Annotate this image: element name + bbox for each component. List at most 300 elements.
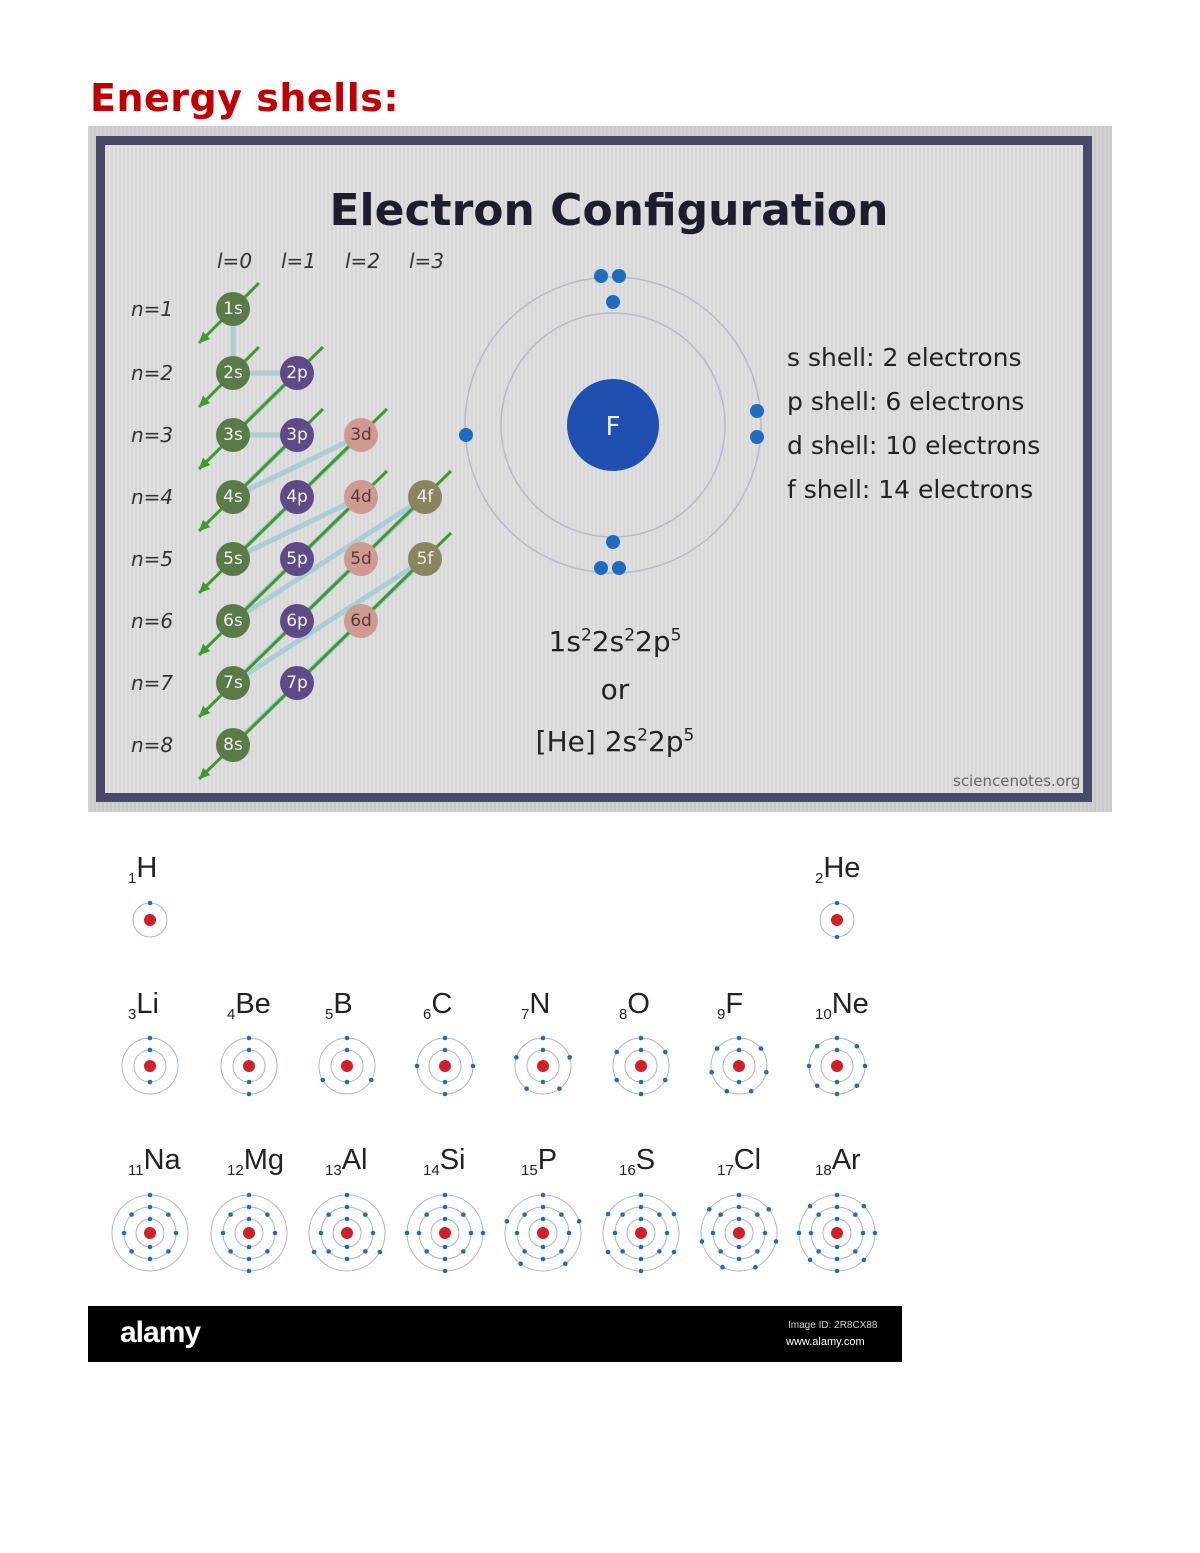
electron bbox=[518, 1261, 523, 1266]
electron bbox=[378, 1250, 383, 1255]
electron bbox=[522, 1212, 527, 1217]
atomic-number: 9 bbox=[717, 1006, 726, 1023]
electron bbox=[718, 1249, 723, 1254]
electron bbox=[835, 1217, 840, 1222]
atomic-number: 8 bbox=[619, 1006, 628, 1023]
atomic-number: 15 bbox=[521, 1162, 538, 1179]
l-label: l=0 bbox=[217, 249, 253, 273]
electron bbox=[737, 1048, 742, 1053]
electron bbox=[471, 1064, 476, 1069]
electron bbox=[816, 1249, 821, 1254]
image-id: Image ID: 2R8CX88 bbox=[788, 1320, 878, 1331]
bohr-model-Si bbox=[405, 1193, 486, 1274]
electron bbox=[815, 1083, 820, 1088]
electron bbox=[148, 1193, 153, 1198]
electron bbox=[129, 1212, 134, 1217]
electron bbox=[129, 1249, 134, 1254]
electron bbox=[853, 1249, 858, 1254]
electron bbox=[807, 1064, 812, 1069]
electron bbox=[541, 1080, 546, 1085]
orbital-5d: 5d bbox=[344, 542, 378, 576]
electron bbox=[443, 1048, 448, 1053]
element-symbol-Al bbox=[325, 1144, 367, 1179]
poster-title: Electron Configuration bbox=[329, 185, 889, 236]
nucleus bbox=[733, 1227, 745, 1239]
electron bbox=[515, 1231, 520, 1236]
orbital-6d: 6d bbox=[344, 604, 378, 638]
electron bbox=[247, 1217, 252, 1222]
electron bbox=[835, 901, 840, 906]
element-symbol-Ar bbox=[815, 1144, 861, 1179]
electron bbox=[755, 1212, 760, 1217]
electron bbox=[835, 1036, 840, 1041]
electron bbox=[363, 1249, 368, 1254]
electron bbox=[514, 1055, 519, 1060]
electron bbox=[835, 1245, 840, 1250]
nucleus bbox=[635, 1227, 647, 1239]
element-symbol-N bbox=[521, 988, 550, 1023]
electron bbox=[639, 1048, 644, 1053]
element-symbol: S bbox=[635, 1144, 656, 1176]
electron bbox=[541, 1245, 546, 1250]
electron bbox=[541, 1257, 546, 1262]
electron bbox=[522, 1249, 527, 1254]
formula-exponent: 2 bbox=[637, 725, 648, 746]
electron bbox=[672, 1250, 677, 1255]
electron bbox=[481, 1231, 486, 1236]
orbital-5p: 5p bbox=[280, 542, 314, 576]
element-symbol-O bbox=[619, 988, 650, 1023]
electron bbox=[720, 1265, 725, 1270]
element-symbol-Li bbox=[128, 988, 159, 1023]
orbital-2s: 2s bbox=[216, 356, 250, 390]
electron bbox=[835, 1048, 840, 1053]
nucleus bbox=[144, 1227, 156, 1239]
atomic-number: 10 bbox=[815, 1006, 832, 1023]
element-symbol: Li bbox=[136, 988, 159, 1020]
electron bbox=[505, 1219, 510, 1224]
electron bbox=[797, 1231, 802, 1236]
electron bbox=[639, 1092, 644, 1097]
bohr-model-Be bbox=[221, 1036, 277, 1097]
element-symbol-He bbox=[815, 852, 860, 887]
electron bbox=[443, 1036, 448, 1041]
electron bbox=[606, 1250, 611, 1255]
electron bbox=[835, 1092, 840, 1097]
electron bbox=[639, 1245, 644, 1250]
electron bbox=[345, 1080, 350, 1085]
electron bbox=[461, 1212, 466, 1217]
electron bbox=[815, 1044, 820, 1049]
element-symbol-B bbox=[325, 988, 353, 1023]
shell-capacity-line: f shell: 14 electrons bbox=[787, 475, 1034, 504]
electron bbox=[737, 1080, 742, 1085]
electron bbox=[345, 1205, 350, 1210]
electron bbox=[808, 1204, 813, 1209]
electron bbox=[665, 1231, 670, 1236]
electron bbox=[148, 1245, 153, 1250]
electron bbox=[853, 1212, 858, 1217]
n-label: n=2 bbox=[131, 361, 174, 385]
element-symbol: B bbox=[333, 988, 353, 1020]
nucleus bbox=[439, 1060, 451, 1072]
electron bbox=[606, 1212, 611, 1217]
nucleus bbox=[144, 914, 156, 926]
electron bbox=[417, 1231, 422, 1236]
electron bbox=[707, 1207, 712, 1212]
electron bbox=[764, 1070, 769, 1075]
electron bbox=[148, 1080, 153, 1085]
l-label: l=2 bbox=[345, 249, 381, 273]
nucleus bbox=[341, 1060, 353, 1072]
electron bbox=[345, 1036, 350, 1041]
nucleus bbox=[439, 1227, 451, 1239]
electron bbox=[639, 1205, 644, 1210]
element-symbol-H bbox=[128, 852, 157, 887]
electron bbox=[541, 1036, 546, 1041]
electron bbox=[524, 1086, 529, 1091]
atomic-number: 17 bbox=[717, 1162, 734, 1179]
electron bbox=[345, 1257, 350, 1262]
nucleus bbox=[243, 1060, 255, 1072]
electron bbox=[443, 1217, 448, 1222]
formula-term: $2s^2$ bbox=[604, 725, 648, 758]
element-symbol: Na bbox=[143, 1144, 181, 1176]
electron bbox=[369, 1078, 374, 1083]
electron bbox=[247, 1092, 252, 1097]
l-label: l=3 bbox=[409, 249, 445, 273]
element-symbol-Mg bbox=[227, 1144, 284, 1179]
electron bbox=[835, 935, 840, 940]
electron bbox=[657, 1212, 662, 1217]
electron bbox=[443, 1269, 448, 1274]
l-label: l=1 bbox=[281, 249, 317, 273]
electron bbox=[247, 1080, 252, 1085]
electron bbox=[639, 1269, 644, 1274]
atomic-number: 5 bbox=[325, 1006, 334, 1023]
electron bbox=[753, 1265, 758, 1270]
electron bbox=[725, 1089, 730, 1094]
orbital-4s: 4s bbox=[216, 480, 250, 514]
shell-capacity-line: d shell: 10 electrons bbox=[787, 431, 1041, 460]
element-symbol: Be bbox=[235, 988, 271, 1020]
electron bbox=[424, 1249, 429, 1254]
atomic-number: 3 bbox=[128, 1006, 137, 1023]
orbital-8s: 8s bbox=[216, 728, 250, 762]
electron bbox=[663, 1050, 668, 1055]
electron bbox=[148, 1257, 153, 1262]
formula-exponent: 2 bbox=[624, 625, 636, 646]
electron bbox=[363, 1212, 368, 1217]
bohr-model-O bbox=[613, 1036, 669, 1097]
formula-or: or bbox=[600, 673, 630, 706]
bohr-model-H bbox=[133, 901, 167, 937]
electron bbox=[835, 1080, 840, 1085]
electron bbox=[808, 1258, 813, 1263]
bohr-model-Na bbox=[112, 1193, 188, 1271]
electron bbox=[469, 1231, 474, 1236]
bohr-model-Mg bbox=[211, 1193, 287, 1274]
formula-term: $2s^2$ bbox=[591, 625, 636, 658]
electron bbox=[247, 1205, 252, 1210]
nucleus bbox=[243, 1227, 255, 1239]
orbital-7s: 7s bbox=[216, 666, 250, 700]
electron bbox=[672, 1212, 677, 1217]
element-symbol-Ne bbox=[815, 988, 869, 1023]
electron bbox=[737, 1036, 742, 1041]
orbital-6s: 6s bbox=[216, 604, 250, 638]
nucleus bbox=[144, 1060, 156, 1072]
element-symbol: Mg bbox=[243, 1144, 284, 1176]
nucleus bbox=[831, 1227, 843, 1239]
element-symbol-Be bbox=[227, 988, 271, 1023]
electron bbox=[541, 1217, 546, 1222]
electron bbox=[541, 1048, 546, 1053]
electron bbox=[854, 1083, 859, 1088]
orbital-5f: 5f bbox=[408, 542, 442, 576]
electron bbox=[557, 1086, 562, 1091]
electron bbox=[326, 1249, 331, 1254]
electron bbox=[873, 1231, 878, 1236]
shell-capacity-line: s shell: 2 electrons bbox=[787, 343, 1022, 372]
electron bbox=[718, 1212, 723, 1217]
electron bbox=[567, 1231, 572, 1236]
orbital-4f: 4f bbox=[408, 480, 442, 514]
alamy-url: www.alamy.com bbox=[786, 1336, 865, 1348]
electron bbox=[854, 1044, 859, 1049]
nucleus bbox=[733, 1060, 745, 1072]
electron bbox=[620, 1212, 625, 1217]
atomic-number: 1 bbox=[128, 870, 137, 887]
bohr-model-Li bbox=[122, 1036, 178, 1094]
electron bbox=[443, 1205, 448, 1210]
nucleus bbox=[635, 1060, 647, 1072]
electron bbox=[862, 1204, 867, 1209]
electron bbox=[461, 1249, 466, 1254]
element-symbol: Cl bbox=[733, 1144, 762, 1176]
bohr-model-F bbox=[709, 1036, 768, 1094]
electron bbox=[614, 1050, 619, 1055]
electron bbox=[320, 1078, 325, 1083]
element-symbol: Ne bbox=[831, 988, 869, 1020]
electron bbox=[405, 1231, 410, 1236]
element-symbol: Ar bbox=[831, 1144, 861, 1176]
electron bbox=[567, 1055, 572, 1060]
orbital-2p: 2p bbox=[280, 356, 314, 390]
element-symbol: N bbox=[529, 988, 551, 1020]
bohr-model-C bbox=[415, 1036, 476, 1097]
bohr-model-N bbox=[514, 1036, 572, 1094]
electron bbox=[345, 1245, 350, 1250]
orbital-3d: 3d bbox=[344, 418, 378, 452]
electron bbox=[835, 1257, 840, 1262]
atomic-number: 14 bbox=[423, 1162, 440, 1179]
element-symbol-C bbox=[423, 988, 452, 1023]
electron bbox=[148, 1205, 153, 1210]
nucleus bbox=[537, 1060, 549, 1072]
alamy-banner bbox=[88, 1306, 902, 1362]
electron bbox=[835, 1205, 840, 1210]
electron bbox=[559, 1249, 564, 1254]
nucleus bbox=[341, 1227, 353, 1239]
bohr-model-Ar bbox=[797, 1193, 878, 1274]
n-label: n=4 bbox=[131, 485, 174, 509]
element-symbol-Na bbox=[128, 1144, 181, 1179]
element-symbol-Si bbox=[423, 1144, 465, 1179]
electron bbox=[737, 1245, 742, 1250]
element-symbol: P bbox=[537, 1144, 558, 1176]
electron bbox=[326, 1212, 331, 1217]
electron bbox=[228, 1212, 233, 1217]
alamy-logo: alamy bbox=[120, 1316, 201, 1349]
element-symbol: He bbox=[823, 852, 861, 884]
electron bbox=[835, 1193, 840, 1198]
n-label: n=1 bbox=[131, 297, 174, 321]
electron bbox=[759, 1046, 764, 1051]
electron bbox=[345, 1048, 350, 1053]
electron bbox=[816, 1212, 821, 1217]
electron bbox=[861, 1231, 866, 1236]
electron bbox=[273, 1231, 278, 1236]
element-symbol: F bbox=[725, 988, 744, 1020]
electron bbox=[443, 1193, 448, 1198]
electron bbox=[863, 1064, 868, 1069]
electron bbox=[319, 1231, 324, 1236]
element-symbol: Al bbox=[341, 1144, 368, 1176]
atomic-number: 4 bbox=[227, 1006, 236, 1023]
atomic-number: 2 bbox=[815, 870, 824, 887]
electron bbox=[663, 1078, 668, 1083]
nucleus-label: F bbox=[605, 412, 621, 442]
element-symbol: H bbox=[136, 852, 158, 884]
electron bbox=[749, 1089, 754, 1094]
electron bbox=[715, 1046, 720, 1051]
formula-term: $2p^5$ bbox=[635, 625, 682, 658]
orbital-3s: 3s bbox=[216, 418, 250, 452]
atomic-number: 11 bbox=[128, 1162, 144, 1179]
electron bbox=[247, 1036, 252, 1041]
electron bbox=[265, 1249, 270, 1254]
electron bbox=[835, 1269, 840, 1274]
electron bbox=[247, 1245, 252, 1250]
atomic-number: 6 bbox=[423, 1006, 432, 1023]
electron bbox=[620, 1249, 625, 1254]
n-label: n=3 bbox=[131, 423, 174, 447]
formula-exponent: 5 bbox=[670, 625, 682, 646]
electron bbox=[774, 1239, 779, 1244]
electron bbox=[122, 1231, 127, 1236]
electron bbox=[174, 1231, 179, 1236]
nucleus bbox=[831, 1060, 843, 1072]
electron bbox=[443, 1257, 448, 1262]
electron bbox=[166, 1212, 171, 1217]
electron bbox=[563, 1261, 568, 1266]
n-label: n=5 bbox=[131, 547, 174, 571]
electron bbox=[443, 1080, 448, 1085]
poster-credit: sciencenotes.org bbox=[953, 772, 1081, 790]
electron bbox=[247, 1193, 252, 1198]
electron bbox=[345, 1217, 350, 1222]
formula-prefix: [He] bbox=[535, 725, 605, 758]
orbital-7p: 7p bbox=[280, 666, 314, 700]
electron bbox=[639, 1217, 644, 1222]
electron bbox=[639, 1257, 644, 1262]
electron bbox=[371, 1231, 376, 1236]
element-symbol-S bbox=[619, 1144, 655, 1179]
electron bbox=[737, 1257, 742, 1262]
electron bbox=[639, 1080, 644, 1085]
electron bbox=[737, 1205, 742, 1210]
atomic-number: 12 bbox=[227, 1162, 244, 1179]
bohr-model-S bbox=[603, 1193, 679, 1274]
electron bbox=[166, 1249, 171, 1254]
electron bbox=[737, 1193, 742, 1198]
nucleus bbox=[831, 914, 843, 926]
orbital-1s: 1s bbox=[216, 292, 250, 326]
atomic-number: 16 bbox=[619, 1162, 636, 1179]
atomic-number: 18 bbox=[815, 1162, 832, 1179]
orbital-5s: 5s bbox=[216, 542, 250, 576]
electron bbox=[559, 1212, 564, 1217]
electron bbox=[148, 901, 153, 906]
orbital-4d: 4d bbox=[344, 480, 378, 514]
electron bbox=[737, 1217, 742, 1222]
electron bbox=[657, 1249, 662, 1254]
formula-exponent: 2 bbox=[580, 625, 592, 646]
shell-capacity-line: p shell: 6 electrons bbox=[787, 387, 1025, 416]
formula-term: $2p^5$ bbox=[647, 725, 695, 758]
element-symbol-P bbox=[521, 1144, 557, 1179]
electron bbox=[541, 1193, 546, 1198]
orbital-4p: 4p bbox=[280, 480, 314, 514]
electron bbox=[247, 1269, 252, 1274]
orbital-6p: 6p bbox=[280, 604, 314, 638]
electron bbox=[221, 1231, 226, 1236]
n-label: n=7 bbox=[131, 671, 174, 695]
atomic-number: 7 bbox=[521, 1006, 530, 1023]
n-label: n=8 bbox=[131, 733, 174, 757]
element-symbol-F bbox=[717, 988, 743, 1023]
electron bbox=[711, 1231, 716, 1236]
electron bbox=[577, 1219, 582, 1224]
electron bbox=[424, 1212, 429, 1217]
electron bbox=[312, 1250, 317, 1255]
formula-exponent: 5 bbox=[683, 725, 695, 746]
electron bbox=[755, 1249, 760, 1254]
electron bbox=[148, 1048, 153, 1053]
electron bbox=[265, 1212, 270, 1217]
electron bbox=[443, 1245, 448, 1250]
n-label: n=6 bbox=[131, 609, 174, 633]
electron bbox=[247, 1048, 252, 1053]
electron bbox=[766, 1207, 771, 1212]
electron bbox=[148, 1036, 153, 1041]
electron bbox=[345, 1193, 350, 1198]
electron bbox=[415, 1064, 420, 1069]
electron bbox=[614, 1078, 619, 1083]
electron bbox=[613, 1231, 618, 1236]
electron bbox=[247, 1257, 252, 1262]
page-heading: Energy shells: bbox=[90, 76, 400, 120]
electron bbox=[228, 1249, 233, 1254]
nucleus bbox=[537, 1227, 549, 1239]
element-symbol: Si bbox=[439, 1144, 466, 1176]
orbital-3p: 3p bbox=[280, 418, 314, 452]
electron bbox=[148, 1217, 153, 1222]
atomic-number: 13 bbox=[325, 1162, 342, 1179]
bohr-model-Cl bbox=[700, 1193, 779, 1271]
formula-term: $1s^2$ bbox=[548, 625, 592, 658]
